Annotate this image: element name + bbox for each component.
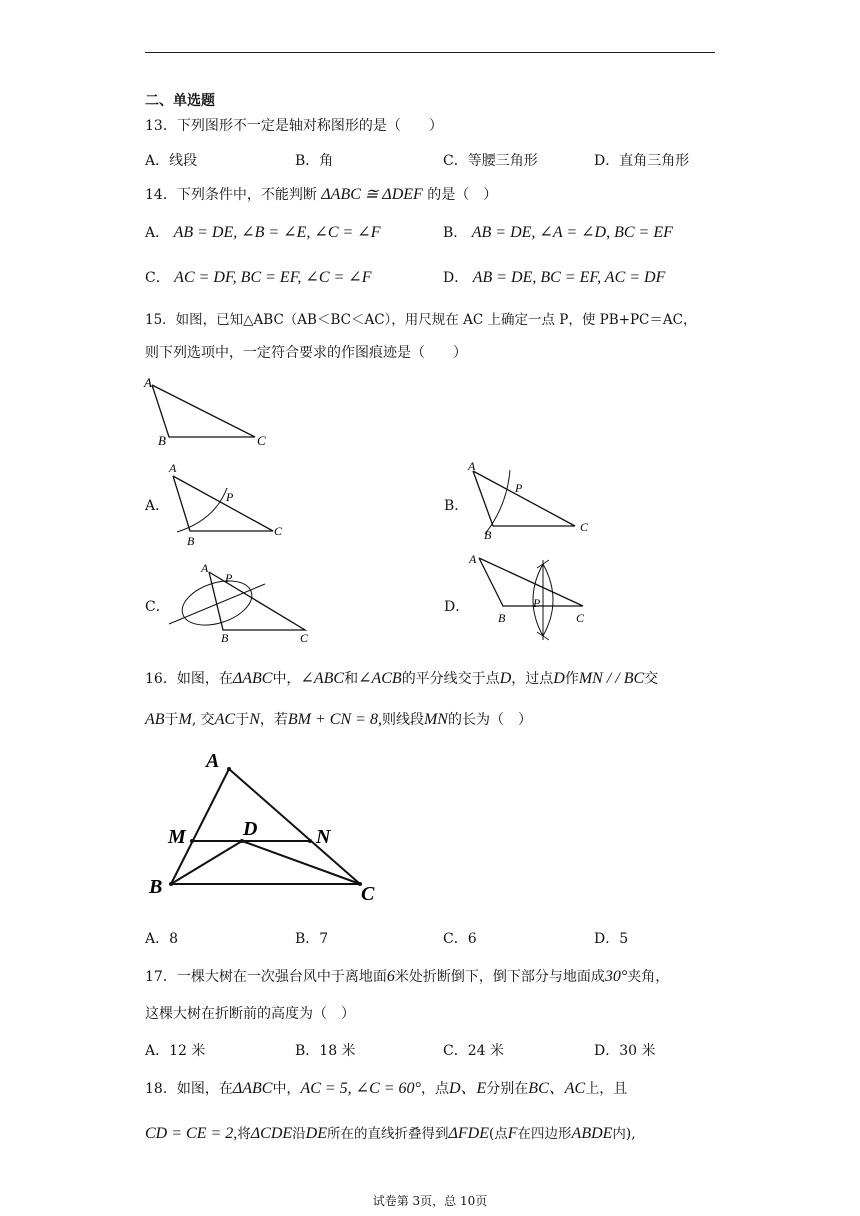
q15-main-triangle — [152, 385, 255, 437]
question-18-line1: 18．如图，在ΔABC中，AC = 5, ∠C = 60°，点D、E分别在BC、AC上，且 — [145, 1080, 628, 1097]
header-rule — [145, 52, 715, 53]
label-p: P — [225, 571, 233, 585]
question-18-line2: CD = CE = 2,将ΔCDE沿DE所在的直线折叠得到ΔFDE(点F在四边形ABDE内), — [145, 1125, 636, 1142]
label-m: M — [168, 826, 186, 848]
label-b: B — [498, 611, 506, 625]
q13-option-b: B．角 — [295, 153, 334, 169]
q14-option-a-math: AB = DE, ∠B = ∠E, ∠C = ∠F — [173, 224, 381, 241]
q16-option-c: C．6 — [443, 931, 477, 947]
label-p: P — [226, 490, 234, 504]
question-15-line2: 则下列选项中，一定符合要求的作图痕迹是（ ） — [145, 345, 467, 361]
q14-stem-suffix: 的是（ ） — [427, 187, 498, 203]
q15-option-d-figure — [465, 550, 610, 650]
q17-option-d: D．30 米 — [594, 1043, 656, 1059]
label-p: P — [515, 481, 523, 495]
q14-option-b-math: AB = DE, ∠A = ∠D, BC = EF — [471, 224, 673, 241]
q15-option-c: C． — [145, 599, 170, 615]
label-c: C — [274, 524, 283, 538]
q14-stem-math: ΔABC ≅ ΔDEF — [321, 186, 423, 203]
label-a: A — [201, 561, 209, 575]
label-b: B — [484, 528, 492, 542]
q15-a-arc — [177, 488, 227, 532]
q15-option-b-figure — [465, 458, 605, 553]
question-16-line1: 16．如图，在ΔABC中，∠ABC和∠ACB的平分线交于点D，过点D作MN / / BC交 — [145, 670, 659, 687]
label-a: A — [206, 750, 220, 772]
question-17-line1: 17．一棵大树在一次强台风中于离地面6米处折断倒下，倒下部分与地面成30°夹角， — [145, 968, 670, 985]
q15-a-triangle — [173, 476, 273, 531]
q15-option-a-figure — [165, 458, 305, 553]
q13-option-d: D．直角三角形 — [594, 153, 690, 169]
q15-main-figure — [140, 372, 290, 452]
question-17-line2: 这棵大树在折断前的高度为（ ） — [145, 1006, 355, 1022]
section-title: 二、单选题 — [145, 93, 215, 109]
q14-option-a — [145, 223, 380, 243]
label-c: C — [257, 433, 266, 448]
q16-figure — [140, 745, 390, 910]
q14-stem-prefix: 14．下列条件中，不能判断 — [145, 187, 317, 203]
q13-option-c: C．等腰三角形 — [443, 153, 538, 169]
label-c: C — [576, 611, 585, 625]
page-footer: 试卷第 3页，总 10页 — [372, 1194, 488, 1208]
label-n: N — [316, 826, 331, 848]
label-b: B — [149, 876, 163, 898]
q15-d-arc-right — [543, 564, 553, 636]
q15-option-a: A． — [145, 498, 170, 514]
label-c: C — [361, 883, 375, 905]
label-a: A — [469, 552, 477, 566]
label-c: C — [300, 631, 309, 645]
q17-option-c: C．24 米 — [443, 1043, 504, 1059]
label-a: A — [468, 459, 476, 473]
question-14-stem — [145, 185, 497, 205]
question-15-line1: 15．如图，已知△ABC（AB＜BC＜AC），用尺规在 AC 上确定一点 P，使 PB+PC＝AC， — [145, 312, 697, 328]
q14-option-d — [443, 268, 665, 288]
q16-option-a: A．8 — [145, 931, 179, 947]
q14-option-c-math: AC = DF, BC = EF, ∠C = ∠F — [174, 269, 372, 286]
q15-option-d: D． — [444, 599, 470, 615]
q15-b-triangle — [473, 471, 575, 526]
q15-option-b: B． — [444, 498, 469, 514]
question-13-stem: 13．下列图形不一定是轴对称图形的是（ ） — [145, 118, 443, 134]
label-b: B — [187, 534, 195, 548]
q14-option-c — [145, 268, 371, 288]
q14-option-a-letter: A． — [145, 225, 170, 241]
q15-option-c-figure — [165, 560, 315, 650]
label-a: A — [169, 461, 177, 475]
q13-option-a: A．线段 — [145, 153, 198, 169]
label-p: P — [533, 596, 541, 610]
q14-option-d-letter: D． — [443, 270, 469, 286]
label-b: B — [158, 433, 166, 448]
question-16-line2: AB于M, 交AC于N，若BM + CN = 8,则线段MN的长为（ ） — [145, 711, 532, 728]
label-c: C — [580, 520, 589, 534]
label-a: A — [144, 375, 152, 390]
q15-d-triangle — [479, 558, 583, 606]
q16-option-d: D．5 — [594, 931, 629, 947]
q16-option-b: B．7 — [295, 931, 329, 947]
q14-option-c-letter: C． — [145, 270, 170, 286]
q14-option-b — [443, 223, 673, 243]
q17-option-a: A．12 米 — [145, 1043, 206, 1059]
label-b: B — [221, 631, 229, 645]
q14-option-b-letter: B． — [443, 225, 468, 241]
q17-option-b: B．18 米 — [295, 1043, 356, 1059]
label-d: D — [243, 818, 258, 840]
q14-option-d-math: AB = DE, BC = EF, AC = DF — [472, 269, 666, 286]
